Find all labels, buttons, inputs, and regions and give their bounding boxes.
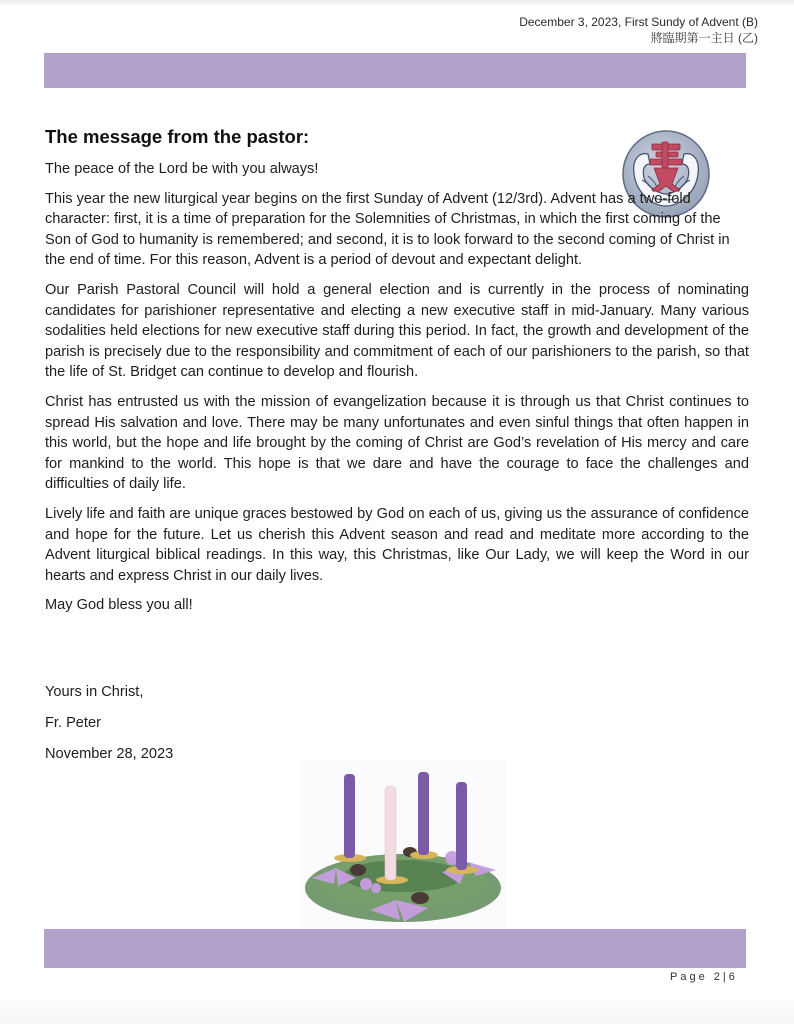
header-chinese-line: 將臨期第一主日 (乙) bbox=[650, 31, 758, 45]
page-title: The message from the pastor: bbox=[45, 126, 310, 147]
intro-line-2: Advent has a two-fold character: first, it is a time of preparation for the bbox=[45, 190, 691, 228]
header-date-line: December 3, 2023, First Sundy of Advent (B) bbox=[519, 15, 758, 29]
article-body bbox=[45, 159, 749, 625]
closing: Yours in Christ, bbox=[45, 684, 144, 700]
intro-line-1: This year the new liturgical year begins on the first Sunday of Advent (12/3rd). bbox=[45, 190, 548, 207]
signature: Fr. Peter bbox=[45, 715, 101, 731]
greeting: The peace of the Lord be with you always! bbox=[45, 161, 319, 177]
intro-line-4: remembered; and second, it is to look forward to the second coming of Christ in the end of time. For this reason, Advent is a period of devout and expectant delight. bbox=[45, 231, 730, 269]
intro-line-3: Solemnities of Christmas, in which the first coming of the Son of God to humanity is bbox=[45, 211, 721, 248]
page-edge-bottom bbox=[0, 996, 794, 1024]
blessing: May God bless you all! bbox=[45, 597, 193, 614]
signed-date: November 28, 2023 bbox=[45, 746, 174, 762]
page-edge-top bbox=[0, 0, 794, 6]
paragraph-advent bbox=[45, 189, 749, 271]
paragraph-election: Our Parish Pastoral Council will hold a general election and is currently in the process of nominating candidates for parishioner representative and electing a new executive staff in mid-January. Many various sodalities held elections for new executive staff during this period. In fact, the growth and development of the parish is precisely due to the responsibility and commitment of each of our parishioners to the parish, so that the life of St. Bridget can continue to develop and flourish. bbox=[45, 281, 749, 381]
paragraph-evangelization: Christ has entrusted us with the mission of evangelization because it is through us that Christ continues to spread His salvation and love. There may be many unfortunates and even sinful things that often happen in this world, but the hope and life brought by the coming of Christ are God’s revelation of His mercy and care for mankind to the world. This hope is that we dare and have the courage to face the challenges and difficulties of daily life. bbox=[45, 393, 749, 493]
footer-band bbox=[44, 929, 746, 968]
advent-wreath-icon bbox=[300, 760, 506, 928]
paragraph-graces: Lively life and faith are unique graces bestowed by God on each of us, giving us the assurance of confidence and hope for the future. Let us cherish this Advent season and read and meditate more according to the Advent liturgical biblical readings. In this way, this Christmas, like Our Lady, we will keep the Word in our hearts and express Christ in our daily lives. bbox=[45, 505, 749, 584]
page-number: Page 2|6 bbox=[670, 971, 738, 983]
header-band bbox=[44, 53, 746, 88]
